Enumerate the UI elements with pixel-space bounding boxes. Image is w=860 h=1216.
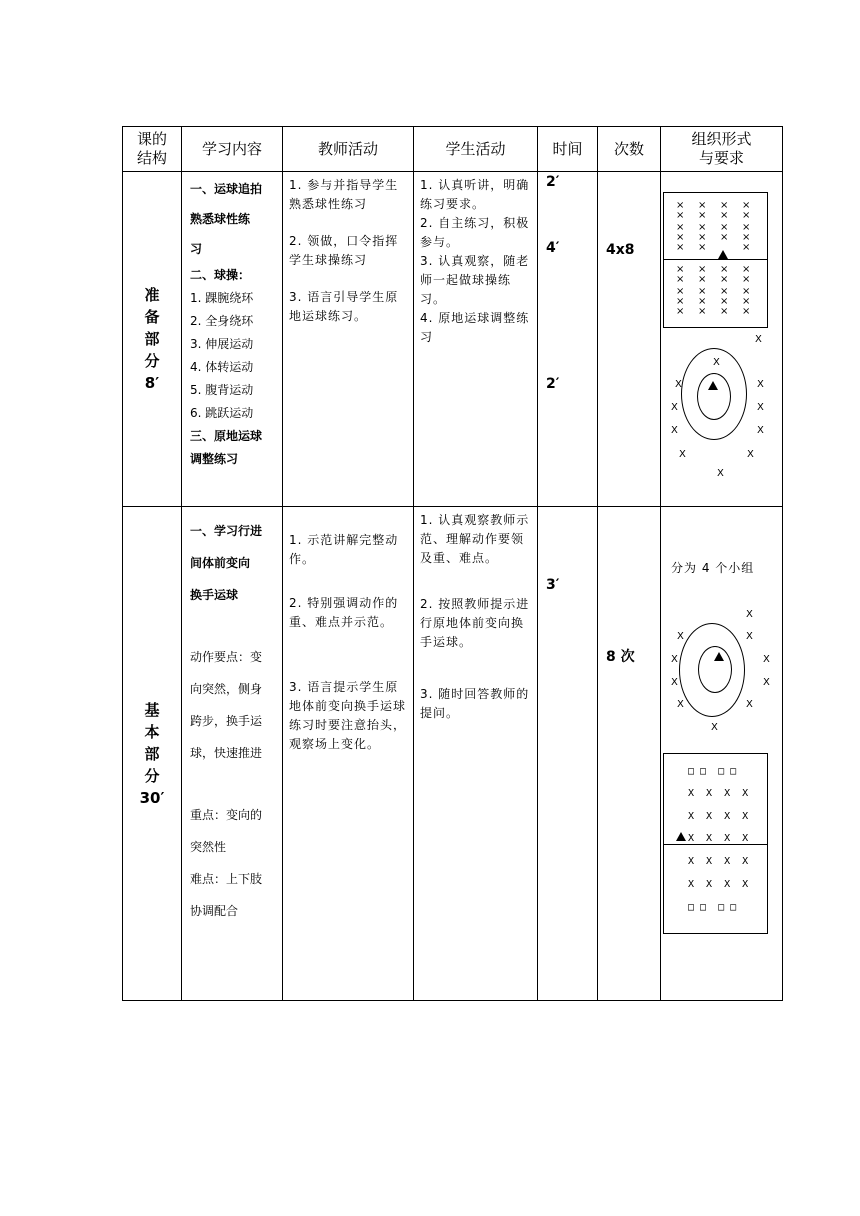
player-marker: X [757,379,764,390]
prep-teacher [283,172,414,507]
player-marker: × [698,264,707,275]
prep-content-line: 1. 踝腕绕环 [190,291,254,305]
player-marker: × [742,242,751,253]
prep-formation-divider [664,259,767,260]
player-marker: X [746,699,753,710]
basic-row-2: X X X X [688,811,749,822]
basic-content-title-3: 换手运球 [190,588,239,602]
prep-content-line: 2. 全身绕环 [190,314,254,328]
player-marker: × [698,210,707,221]
player-marker: × [698,286,707,297]
player-marker: × [742,274,751,285]
prep-content-line: 3. 伸展运动 [190,337,254,351]
player-marker: × [698,232,707,243]
header-row [123,127,783,172]
prep-content-line: 熟悉球性练 [190,212,251,226]
prep-content-line: 习 [190,242,203,256]
basic-student-1: 1. 认真观察教师示范、理解动作要领及重、难点。 [420,513,530,565]
basic-teacher-marker-icon [676,832,686,841]
basic-content-title-1: 一、学习行进 [190,524,263,538]
player-marker: X [757,402,764,413]
player-marker: × [698,222,707,233]
player-marker: × [698,306,707,317]
player-marker: × [742,210,751,221]
prep-content-line: 二、球操： [190,268,251,282]
player-marker: X [677,631,684,642]
prep-student-2: 2. 自主练习，积极参与。 [420,216,530,249]
player-marker: × [676,232,685,243]
basic-count-cell [598,507,661,1001]
prep-student-3: 3. 认真观察，随老师一起做球操练习。 [420,254,530,306]
basic-content-spacer [190,611,276,641]
basic-row-4: X X X X [688,856,749,867]
basic-content-line: 难点：上下肢 [190,872,263,886]
player-marker: × [720,286,729,297]
basic-content [182,507,283,1001]
player-marker: × [698,242,707,253]
basic-formation-box [663,753,768,934]
basic-content-line: 重点：变向的 [190,808,263,822]
basic-content-line: 球，快速推进 [190,746,263,760]
basic-row-5: X X X X [688,879,749,890]
basic-student-3: 3. 随时回答教师的提问。 [420,687,530,720]
player-marker: × [720,222,729,233]
player-marker: × [698,274,707,285]
basic-content-line: 突然性 [190,840,227,854]
basic-teacher-3: 3. 语言提示学生原地体前变向换手运球练习时要注意抬头，观察场上变化。 [289,680,407,751]
basic-student-2: 2. 按照教师提示进行原地体前变向换手运球。 [420,597,530,649]
basic-cones-top: □ □ □ □ [688,766,737,777]
basic-group-note: 分为 4 个小组 [671,561,755,575]
header-teacher: 教师活动 [283,127,414,172]
header-content: 学习内容 [182,127,283,172]
prep-content-line: 调整练习 [190,452,239,466]
basic-row-1: X X X X [688,788,749,799]
player-marker: X [671,654,678,665]
player-marker: X [711,722,718,733]
player-marker: X [757,425,764,436]
player-marker: × [720,264,729,275]
prep-teacher-1: 1. 参与并指导学生熟悉球性练习 [289,178,399,211]
player-marker: × [676,264,685,275]
basic-content-body [190,641,276,927]
prep-section-text: 准 备 部 分 8′ [144,286,160,392]
player-marker: × [720,306,729,317]
basic-count: 8 次 [606,649,635,665]
player-marker: × [676,222,685,233]
header-org [661,127,783,172]
player-marker: × [742,264,751,275]
player-marker: × [676,286,685,297]
player-marker: X [671,402,678,413]
basic-section-text: 基 本 部 分 30′ [139,700,165,807]
header-structure-text: 课的 结构 [136,130,167,167]
lesson-plan-table [122,126,783,1001]
player-marker: X [679,449,686,460]
prep-formation-box [663,192,768,328]
basic-content-line: 跨步，换手运 [190,714,263,728]
prep-content-list [190,174,276,471]
player-marker: × [742,200,751,211]
basic-content-line [190,769,276,799]
basic-time-cell [538,507,598,1001]
player-marker: × [720,200,729,211]
player-marker: × [698,296,707,307]
player-marker: X [671,677,678,688]
prep-student-4: 4. 原地运球调整练习 [420,311,530,344]
player-marker: X [717,468,724,479]
basic-org-cell [661,507,783,1001]
prep-content-line: 4. 体转运动 [190,360,254,374]
basic-student [414,507,538,1001]
player-marker: × [676,200,685,211]
prep-count-cell [598,172,661,507]
basic-content-line: 向突然，侧身 [190,682,263,696]
basic-section-label [123,507,182,1001]
prep-time-3: 2′ [546,376,560,392]
basic-content-title-2: 间体前变向 [190,556,251,570]
prep-content-line: 一、运球追拍 [190,182,263,196]
player-marker: X [677,699,684,710]
player-marker: X [671,425,678,436]
header-student: 学生活动 [414,127,538,172]
player-marker: × [676,296,685,307]
prep-circle-teacher-icon [708,381,718,390]
basic-row-3: X X X X [688,833,749,844]
player-marker: × [742,296,751,307]
prep-content [182,172,283,507]
player-marker: × [698,200,707,211]
prep-student [414,172,538,507]
player-marker: X [747,449,754,460]
prep-content-line: 三、原地运球 [190,429,263,443]
player-marker: × [720,296,729,307]
player-marker: × [742,306,751,317]
prep-student-1: 1. 认真听讲，明确练习要求。 [420,178,530,211]
player-marker: × [742,286,751,297]
basic-formation-divider [664,844,767,845]
basic-teacher [283,507,414,1001]
prep-teacher-3: 3. 语言引导学生原地运球练习。 [289,290,399,323]
basic-teacher-1: 1. 示范讲解完整动作。 [289,533,399,566]
player-marker: × [676,210,685,221]
player-marker: X [763,677,770,688]
basic-content-line: 协调配合 [190,904,239,918]
player-marker: X [763,654,770,665]
teacher-marker-icon [718,250,728,259]
player-marker: X [746,631,753,642]
header-count: 次数 [598,127,661,172]
player-marker: X [755,334,762,345]
player-marker: × [676,306,685,317]
player-marker: × [720,232,729,243]
player-marker: × [742,222,751,233]
player-marker: X [675,379,682,390]
header-time: 时间 [538,127,598,172]
basic-row [123,507,783,1001]
player-marker: X [713,357,720,368]
prep-section-label [123,172,182,507]
prep-content-line: 6. 跳跃运动 [190,406,254,420]
basic-time: 3′ [546,577,560,593]
player-marker: X [746,609,753,620]
header-structure [123,127,182,172]
prep-teacher-2: 2. 领做，口令指挥学生球操练习 [289,234,399,267]
basic-teacher-2: 2. 特别强调动作的重、难点并示范。 [289,596,399,629]
prep-org-cell [661,172,783,507]
prep-time-1: 2′ [546,174,560,190]
player-marker: × [742,232,751,243]
player-marker: × [676,274,685,285]
basic-cones-bottom: □ □ □ □ [688,902,737,913]
prep-count: 4x8 [606,242,635,258]
basic-content-line: 动作要点：变 [190,650,263,664]
header-org-text: 组织形式 与要求 [691,130,752,167]
player-marker: × [720,210,729,221]
prep-row [123,172,783,507]
prep-time-2: 4′ [546,240,560,256]
player-marker: × [720,274,729,285]
prep-time-cell [538,172,598,507]
player-marker: × [676,242,685,253]
prep-content-line: 5. 腹背运动 [190,383,254,397]
basic-circle-teacher-icon [714,652,724,661]
